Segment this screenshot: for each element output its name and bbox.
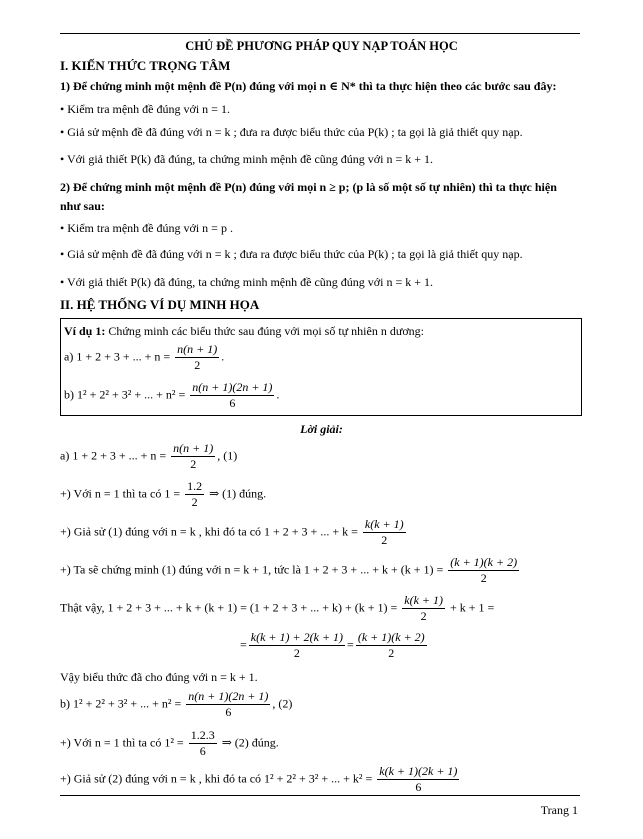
- s1-heading-1: 1) Để chứng minh một mệnh đề P(n) đúng với mọi n ∈ N* thì ta thực hiện theo các bước sau đây:: [60, 79, 557, 93]
- fraction-den: 6: [415, 780, 422, 794]
- s1-step-2: • Giả sử mệnh đề đã đúng với n = k ; đưa ra được biểu thức của P(k) ; ta gọi là giả thiết quy nạp.: [60, 247, 523, 261]
- fraction-den: 2: [381, 533, 388, 547]
- example-part-b: b) 1² + 2² + 3² + ... + n² = $\frac{n(n + 1)(2n + 1)}{6}$ .: [64, 380, 280, 410]
- bottom-rule: [60, 795, 580, 796]
- example-a-lhs: a) 1 + 2 + 3 + ... + n =: [64, 349, 171, 364]
- solution-b-step-2: [60, 764, 461, 795]
- fraction-den: 6: [225, 705, 232, 719]
- solution-a-step-5: = $\frac{k(k + 1) + 2(k + 1)}{2}$ = $\frac{(k + 1)(k + 2)}{2}$: [240, 630, 425, 660]
- solution-a-step-3: [60, 555, 521, 586]
- top-rule: [60, 33, 580, 34]
- example-b-lhs: b) 1² + 2² + 3² + ... + n² =: [64, 387, 186, 402]
- fraction-num: 1.2.3: [190, 728, 215, 742]
- fraction-num: n(n + 1): [173, 441, 214, 455]
- section-2-heading: II. HỆ THỐNG VÍ DỤ MINH HỌA: [60, 297, 260, 312]
- step-text: +) Giả sử (2) đúng với n = k , khi đó ta có 1² + 2² + 3² + ... + k² =: [60, 771, 373, 786]
- fraction-num: n(n + 1)(2n + 1): [192, 380, 273, 394]
- step-fraction-1: [249, 630, 345, 661]
- fraction-num: k(k + 1): [364, 517, 404, 531]
- solution-a-lhs: a) 1 + 2 + 3 + ... + n =: [60, 448, 167, 463]
- fraction-num: k(k + 1)(2k + 1): [379, 764, 458, 778]
- s1-step-1: • Kiểm tra mệnh đề đúng với n = p .: [60, 221, 233, 235]
- fraction-den: 2: [388, 646, 395, 660]
- solution-b-lhs: b) 1² + 2² + 3² + ... + n² =: [60, 696, 182, 711]
- step-tail: ⇒ (2) đúng.: [221, 735, 279, 750]
- step-text: +) Với n = 1 thì ta có 1² =: [60, 735, 184, 750]
- step-tail: ⇒ (1) đúng.: [209, 486, 267, 501]
- step-fraction-2: [356, 630, 427, 661]
- section-1-heading: I. KIẾN THỨC TRỌNG TÂM: [60, 58, 231, 73]
- page-title: CHỦ ĐỀ PHƯƠNG PHÁP QUY NẠP TOÁN HỌC: [185, 39, 458, 53]
- example-statement: [64, 324, 424, 339]
- step-text: +) Với n = 1 thì ta có 1 =: [60, 486, 181, 501]
- step-tail: + k + 1 =: [450, 600, 495, 615]
- fraction-den: 2: [194, 358, 201, 372]
- fraction-num: k(k + 1): [404, 593, 444, 607]
- step-fraction: [448, 555, 519, 586]
- fraction-den: 6: [199, 744, 206, 758]
- solution-a-step-2: [60, 517, 408, 548]
- step-text: Thật vậy, 1 + 2 + 3 + ... + k + (k + 1) = (1 + 2 + 3 + ... + k) + (k + 1) =: [60, 600, 398, 615]
- fraction-num: n(n + 1): [177, 342, 218, 356]
- example-a-fraction: [175, 342, 219, 373]
- fraction-num: 1.2: [187, 479, 203, 493]
- s1-heading-2b: như sau:: [60, 199, 105, 213]
- equation-tag: , (1): [217, 448, 238, 463]
- solution-a: [60, 441, 237, 472]
- solution-heading: Lời giải:: [300, 422, 343, 436]
- page-number: Trang 1: [540, 803, 578, 817]
- fraction-den: 2: [190, 457, 197, 471]
- step-text: +) Giả sử (1) đúng với n = k , khi đó ta có 1 + 2 + 3 + ... + k =: [60, 524, 358, 539]
- solution-a-fraction: [171, 441, 215, 472]
- example-part-a: a) 1 + 2 + 3 + ... + n = $\frac{n(n + 1)}{2}$ .: [64, 342, 225, 372]
- solution-a-conclusion: Vậy biểu thức đã cho đúng với n = k + 1.: [60, 670, 258, 684]
- step-fraction: [185, 479, 204, 510]
- step-text: +) Ta sẽ chứng minh (1) đúng với n = k + 1, tức là 1 + 2 + 3 + ... + k + (k + 1) =: [60, 562, 444, 577]
- fraction-num: (k + 1)(k + 2): [450, 555, 518, 569]
- example-text: Chứng minh các biểu thức sau đúng với mọi số tự nhiên n dương:: [108, 324, 425, 338]
- s1-bullet-3: • Với giả thiết P(k) đã đúng, ta chứng minh mệnh đề cũng đúng với n = k + 1.: [60, 152, 433, 166]
- fraction-den: 2: [191, 495, 198, 509]
- step-fraction: [402, 593, 445, 624]
- example-label: Ví dụ 1:: [64, 324, 106, 338]
- fraction-num: (k + 1)(k + 2): [357, 630, 425, 644]
- s1-step-3: • Với giả thiết P(k) đã đúng, ta chứng minh mệnh đề cũng đúng với n = k + 1.: [60, 275, 433, 289]
- fraction-num: n(n + 1)(2n + 1): [188, 689, 269, 703]
- step-fraction: [363, 517, 406, 548]
- step-fraction: [189, 728, 217, 759]
- fraction-den: 2: [420, 609, 427, 623]
- s1-heading-2a: 2) Để chứng minh một mệnh đề P(n) đúng với mọi n ≥ p; (p là số một số tự nhiên) thì ta thực hiện: [60, 180, 557, 194]
- example-b-fraction: [190, 380, 274, 411]
- solution-b-step-1: [60, 728, 279, 759]
- solution-a-step-1: [60, 479, 266, 510]
- s1-bullet-2: • Giả sử mệnh đề đã đúng với n = k ; đưa ra được biểu thức của P(k) ; ta gọi là giả thiết quy nạp.: [60, 125, 523, 139]
- fraction-den: 2: [480, 571, 487, 585]
- equation-tag: , (2): [272, 696, 293, 711]
- step-fraction: [377, 764, 459, 795]
- s1-bullet-1: • Kiểm tra mệnh đề đúng với n = 1.: [60, 102, 230, 116]
- fraction-den: 6: [229, 396, 236, 410]
- fraction-den: 2: [293, 646, 300, 660]
- solution-a-step-4: [60, 593, 494, 624]
- solution-b-fraction: [186, 689, 270, 720]
- fraction-num: k(k + 1) + 2(k + 1): [250, 630, 344, 644]
- solution-b: [60, 689, 292, 720]
